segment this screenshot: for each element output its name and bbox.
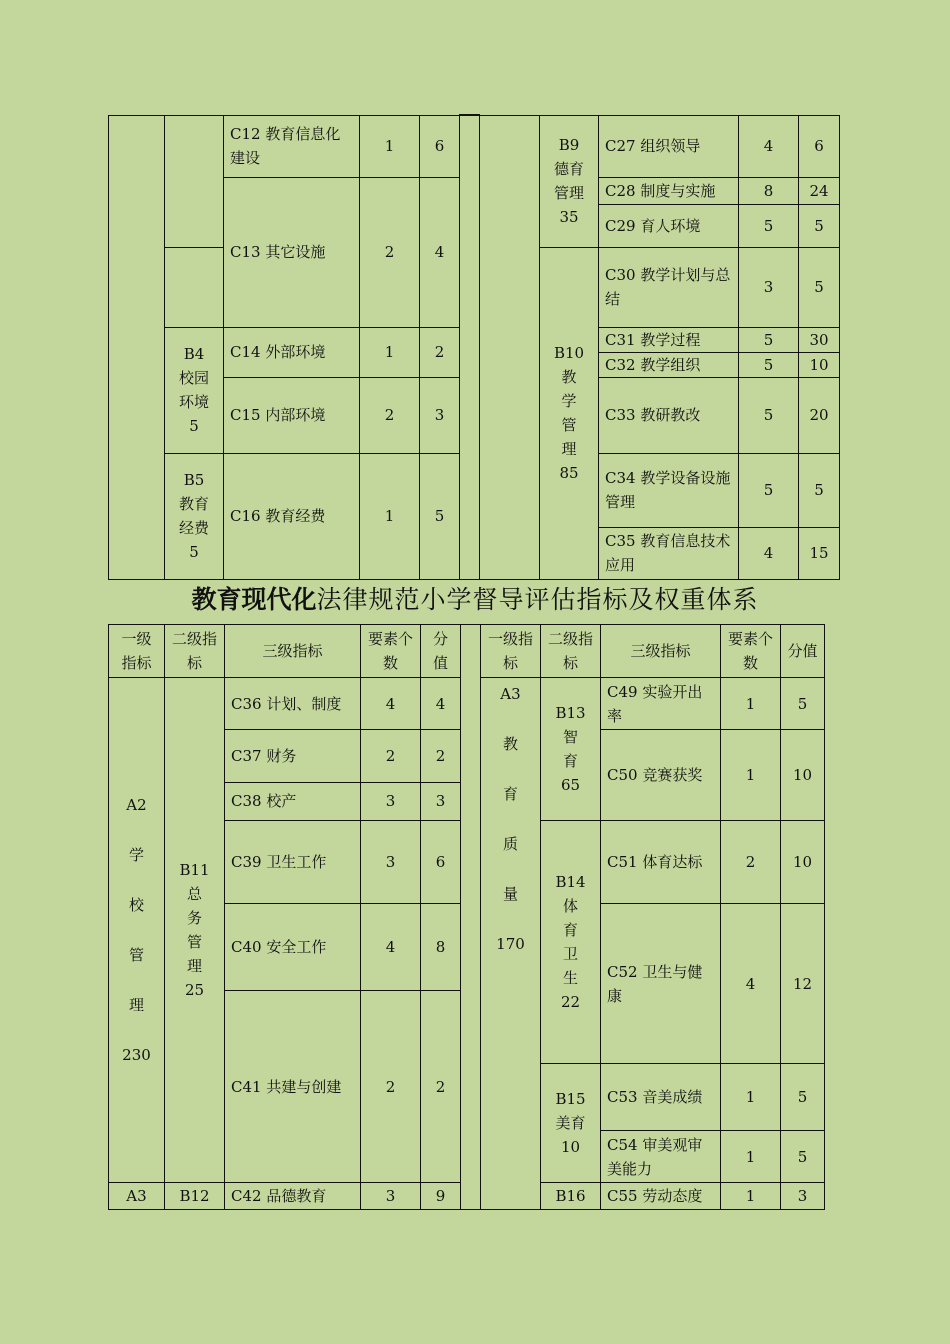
c28-name: C28 制度与实施 (599, 177, 739, 204)
b10-line-2: 学 (561, 392, 577, 410)
header-level2: 二级指标 (165, 625, 225, 678)
c27-name: C27 组织领导 (599, 115, 739, 177)
c50-score: 10 (781, 730, 825, 821)
page-title-rest: 法律规范小学督导评估指标及权重体系 (316, 585, 759, 614)
c38-count: 3 (385, 792, 396, 810)
c16-score: 5 (420, 453, 460, 579)
c49-count: 1 (721, 678, 781, 730)
a3-cell (481, 678, 541, 1210)
b15-line-1: 美育 (555, 1114, 586, 1132)
header-count-right: 要素个数 (721, 625, 781, 678)
b14-score: 22 (560, 993, 581, 1011)
c37-name: C37 财务 (225, 730, 360, 783)
c35-score: 15 (799, 527, 840, 579)
a3-line-1: 教 (502, 735, 518, 753)
a2-line-4: 理 (128, 996, 144, 1014)
c35-count: 4 (739, 527, 799, 579)
c55-name: C55 劳动态度 (601, 1183, 721, 1210)
level2-cell-empty (165, 115, 224, 247)
c53-score: 5 (781, 1064, 825, 1131)
c29-name: C29 育人环境 (599, 204, 739, 247)
b11-score: 25 (184, 981, 205, 999)
b15-score: 10 (560, 1138, 581, 1156)
c51-count: 2 (721, 821, 781, 904)
b16-code: B16 (541, 1183, 601, 1210)
index-table-continued (108, 114, 840, 580)
a3-line-3: 质 (502, 835, 518, 853)
a3-code: A3 (500, 685, 521, 703)
c49-name: C49 实验开出率 (601, 678, 721, 730)
c34-count: 5 (739, 453, 799, 527)
c55-count: 1 (721, 1183, 781, 1210)
b5-code: B5 (183, 471, 205, 489)
c41-score: 2 (421, 991, 461, 1183)
level1-cell-empty-right (480, 115, 540, 579)
c31-c32-score (799, 327, 840, 377)
c51-name: C51 体育达标 (601, 821, 721, 904)
b9-line-1: 德育 (553, 160, 584, 178)
c40-name: C40 安全工作 (225, 904, 361, 991)
c27-count: 4 (739, 115, 799, 177)
b11-line-1: 总 (186, 885, 202, 903)
c14-count: 1 (360, 327, 420, 377)
b14-line-1: 体 (562, 897, 578, 915)
c54-count: 1 (721, 1131, 781, 1183)
b5-cell (165, 453, 224, 579)
b13-cell (541, 678, 601, 821)
c40-score: 8 (421, 904, 461, 991)
c30-name: C30 教学计划与总结 (599, 247, 739, 327)
c31-c32-count (739, 327, 799, 377)
b14-code: B14 (555, 873, 586, 891)
c53-name: C53 音美成绩 (601, 1064, 721, 1131)
c15-name: C15 内部环境 (224, 377, 360, 453)
b15-cell (541, 1064, 601, 1183)
a3-line-4: 量 (502, 885, 518, 903)
c28-score: 24 (799, 177, 840, 204)
c34-name: C34 教学设备设施管理 (599, 453, 739, 527)
c54-name: C54 审美观审美能力 (601, 1131, 721, 1183)
b11-line-4: 理 (186, 957, 202, 975)
c31-count: 5 (739, 328, 798, 353)
b15-code: B15 (555, 1090, 586, 1108)
b12-code: B12 (165, 1183, 225, 1210)
b14-line-2: 育 (562, 921, 578, 939)
c39-count: 3 (361, 821, 421, 904)
b11-line-3: 管 (186, 933, 202, 951)
c51-score: 10 (781, 821, 825, 904)
index-weight-table (108, 624, 825, 1210)
b13-code: B13 (555, 704, 586, 722)
a3-score: 170 (496, 935, 525, 953)
c15-score: 3 (420, 377, 460, 453)
b5-line-2: 经费 (178, 519, 209, 537)
page-title (0, 582, 950, 618)
c14-score: 2 (420, 327, 460, 377)
a2-line-2: 校 (128, 896, 144, 914)
c12-count: 1 (360, 115, 420, 177)
b4-line-2: 环境 (178, 393, 209, 411)
header-count: 要素个数 (361, 625, 421, 678)
c42-score: 9 (421, 1183, 461, 1210)
column-gap (461, 625, 481, 1210)
c29-count: 5 (739, 204, 799, 247)
c14-name: C14 外部环境 (224, 327, 360, 377)
a2-line-3: 管 (128, 946, 144, 964)
c12-name: C12 教育信息化建设 (224, 115, 360, 177)
c32-count: 5 (763, 355, 774, 374)
a2-score: 230 (122, 1046, 151, 1064)
c38-name: C38 校产 (231, 792, 297, 810)
page-title-bold: 教育现代化 (191, 585, 317, 614)
b10-line-4: 理 (561, 440, 577, 458)
b5-line-1: 教育 (178, 495, 209, 513)
c28-count: 8 (739, 177, 799, 204)
header-level3: 三级指标 (225, 625, 361, 678)
header-score: 分值 (421, 625, 461, 678)
header-score-right: 分值 (781, 625, 825, 678)
b11-line-2: 务 (186, 909, 202, 927)
c37-c38-score (421, 730, 461, 821)
c53-count: 1 (721, 1064, 781, 1131)
level2-cell-empty-lower (165, 247, 224, 327)
b10-line-3: 管 (561, 416, 577, 434)
b10-score: 85 (559, 464, 579, 482)
column-gap (460, 115, 480, 579)
c30-count: 3 (739, 247, 799, 327)
c31-name: C31 教学过程 (599, 328, 738, 353)
c42-count: 3 (361, 1183, 421, 1210)
a2-cell (109, 678, 165, 1183)
c52-name: C52 卫生与健康 (601, 904, 721, 1064)
b13-line-2: 育 (562, 752, 578, 770)
c36-name: C36 计划、制度 (225, 678, 361, 730)
c33-name: C33 教研教改 (599, 377, 739, 453)
b11-code: B11 (179, 861, 210, 879)
b9-cell (540, 115, 599, 247)
c16-count: 1 (360, 453, 420, 579)
a3-bottom-code: A3 (109, 1183, 165, 1210)
c52-score: 12 (781, 904, 825, 1064)
c50-name: C50 竞赛获奖 (601, 730, 721, 821)
level1-cell-empty (109, 115, 165, 579)
b4-code: B4 (183, 345, 205, 363)
c37-c38-name (225, 730, 361, 821)
b10-line-1: 教 (561, 368, 577, 386)
c29-score: 5 (799, 204, 840, 247)
c32-score: 10 (809, 355, 829, 374)
b13-line-1: 智 (562, 728, 578, 746)
header-level1-right: 一级指标 (481, 625, 541, 678)
c41-name: C41 共建与创建 (225, 991, 361, 1183)
c38-score: 3 (435, 792, 446, 810)
b9-code: B9 (558, 136, 580, 154)
c13-score: 4 (420, 177, 460, 327)
c13-name: C13 其它设施 (224, 177, 360, 327)
header-level2-right: 二级指标 (541, 625, 601, 678)
c15-count: 2 (360, 377, 420, 453)
a3-line-2: 育 (502, 785, 518, 803)
a2-code: A2 (126, 796, 147, 814)
c37-score: 2 (421, 730, 460, 783)
b10-cell (540, 247, 599, 579)
b4-cell (165, 327, 224, 453)
c52-count: 4 (721, 904, 781, 1064)
c36-count: 4 (361, 678, 421, 730)
c39-score: 6 (421, 821, 461, 904)
a2-line-1: 学 (128, 846, 144, 864)
header-level3-right: 三级指标 (601, 625, 721, 678)
b14-line-3: 卫 (562, 945, 578, 963)
c36-score: 4 (421, 678, 461, 730)
b13-score: 65 (560, 776, 581, 794)
c42-name: C42 品德教育 (225, 1183, 361, 1210)
b9-score: 35 (559, 208, 579, 226)
b14-line-4: 生 (562, 969, 578, 987)
c13-count: 2 (360, 177, 420, 327)
c55-score: 3 (781, 1183, 825, 1210)
c12-score: 6 (420, 115, 460, 177)
header-level1: 一级指标 (109, 625, 165, 678)
c33-count: 5 (739, 377, 799, 453)
b10-code: B10 (553, 344, 585, 362)
c50-count: 1 (721, 730, 781, 821)
c37-c38-count (361, 730, 421, 821)
c16-name: C16 教育经费 (224, 453, 360, 579)
c40-count: 4 (361, 904, 421, 991)
c39-name: C39 卫生工作 (225, 821, 361, 904)
c31-c32-name (599, 327, 739, 377)
c27-score: 6 (799, 115, 840, 177)
c33-score: 20 (799, 377, 840, 453)
c54-score: 5 (781, 1131, 825, 1183)
c37-count: 2 (361, 730, 420, 783)
c34-score: 5 (799, 453, 840, 527)
b4-score: 5 (189, 417, 199, 435)
c49-score: 5 (781, 678, 825, 730)
c35-name: C35 教育信息技术应用 (599, 527, 739, 579)
c32-name: C32 教学组织 (605, 355, 701, 374)
b9-line-2: 管理 (553, 184, 584, 202)
c30-score: 5 (799, 247, 840, 327)
b4-line-1: 校园 (178, 369, 209, 387)
c41-count: 2 (361, 991, 421, 1183)
b11-cell (165, 678, 225, 1183)
b14-cell (541, 821, 601, 1064)
c31-score: 30 (799, 328, 839, 353)
b5-score: 5 (189, 543, 199, 561)
